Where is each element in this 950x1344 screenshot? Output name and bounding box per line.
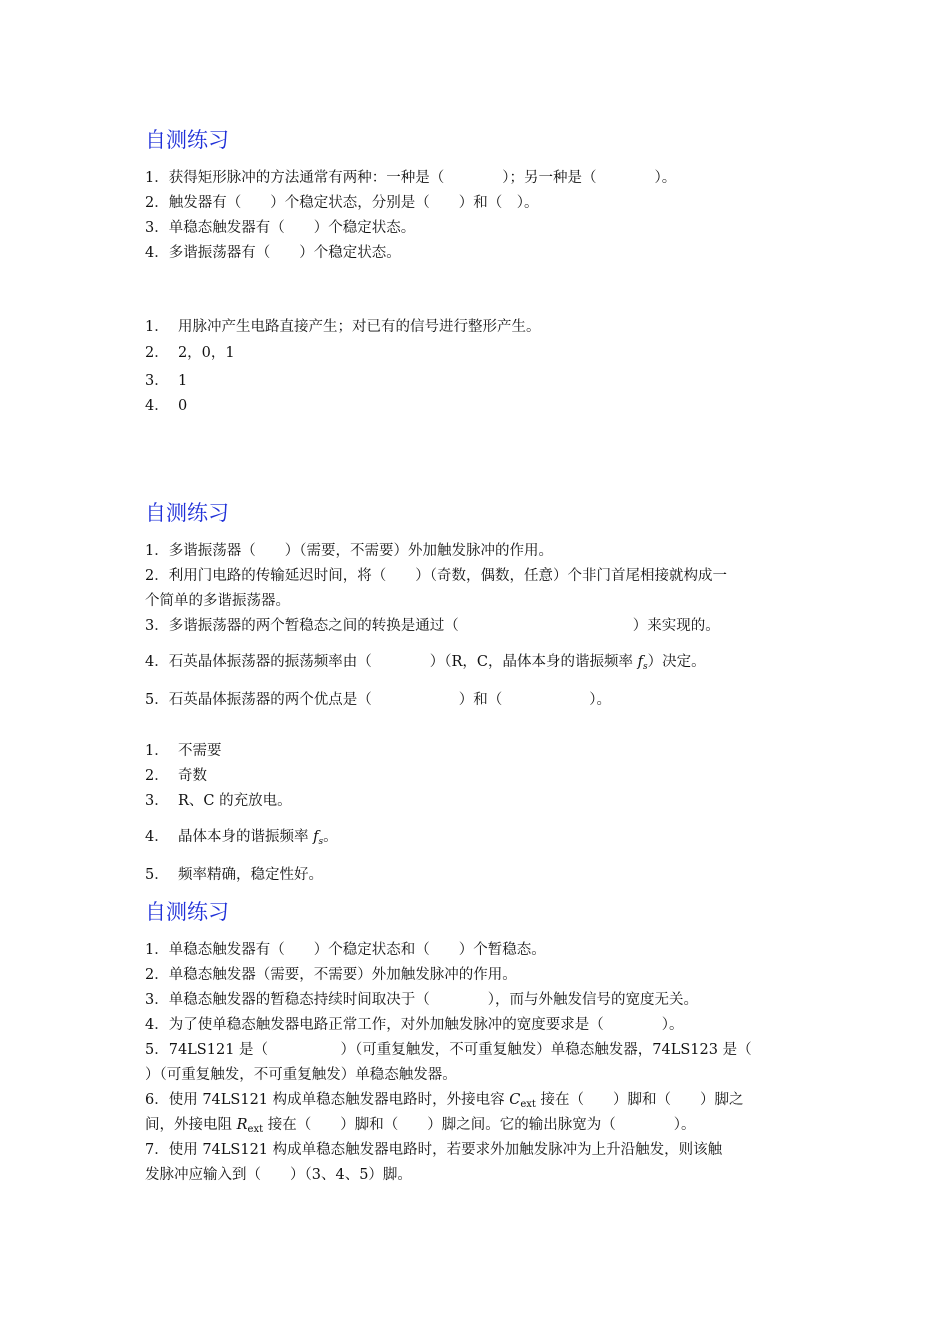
subscript: s [642,662,648,672]
text-segment: 。 [323,829,338,845]
question-line: 1．多谐振荡器（ ）（需要，不需要）外加触发脉冲的作用。 [145,543,553,559]
frequency-symbol: f [313,829,319,845]
frequency-symbol: f [637,654,643,670]
question-line: 3．单稳态触发器有（ ）个稳定状态。 [145,220,416,236]
question-line: 7．使用 74LS121 构成单稳态触发器电路时，若要求外加触发脉冲为上升沿触发，则该触 [145,1142,723,1158]
answer-line: 2． 奇数 [145,768,207,784]
text-segment: 间，外接电阻 [145,1117,237,1133]
subscript: ext [520,1099,536,1110]
answer-line: 4． 0 [145,398,188,414]
question-line: 3．多谐振荡器的两个暂稳态之间的转换是通过（ ）来实现的。 [145,618,720,634]
section-title: 自测练习 [145,900,229,924]
text-segment: 4．石英晶体振荡器的振荡频率由（ ）（R，C，晶体本身的谐振频率 [145,654,638,670]
text-segment: 6．使用 74LS121 构成单稳态触发器电路时，外接电容 [145,1092,510,1108]
question-line: 发脉冲应输入到（ ）（3、4、5）脚。 [145,1167,412,1183]
answer-line: 3． 1 [145,373,188,389]
answer-line: 5． 频率精确，稳定性好。 [145,867,323,883]
question-line: 2．单稳态触发器（需要，不需要）外加触发脉冲的作用。 [145,967,517,983]
question-line: 4．多谐振荡器有（ ）个稳定状态。 [145,245,401,261]
section-title: 自测练习 [145,501,229,525]
question-line [145,1090,744,1115]
text-segment: 接在（ ）脚和（ ）脚之 [535,1092,744,1108]
subscript: ext [247,1124,264,1135]
answer-line: 3． R、C 的充放电。 [145,793,292,809]
text-segment: 接在（ ）脚和（ ）脚之间。它的输出脉宽为（ ）。 [263,1117,696,1133]
text-segment: 4． 晶体本身的谐振频率 [145,829,314,845]
question-line: 2．触发器有（ ）个稳定状态，分别是（ ）和（ ）。 [145,195,539,211]
section-title: 自测练习 [145,128,229,152]
question-line: 1．单稳态触发器有（ ）个稳定状态和（ ）个暂稳态。 [145,942,546,958]
question-line: 4．为了使单稳态触发器电路正常工作，对外加触发脉冲的宽度要求是（ ）。 [145,1017,684,1033]
question-line: 1．获得矩形脉冲的方法通常有两种：一种是（ ）；另一种是（ ）。 [145,170,677,186]
answer-line: 1． 不需要 [145,743,222,759]
answer-line: 2． 2，0，1 [145,345,235,361]
question-line: 2．利用门电路的传输延迟时间，将（ ）（奇数，偶数，任意）个非门首尾相接就构成一 [145,568,727,584]
resistor-symbol: R [236,1117,248,1133]
answer-line: 1． 用脉冲产生电路直接产生；对已有的信号进行整形产生。 [145,319,541,335]
question-line: 5．石英晶体振荡器的两个优点是（ ）和（ ）。 [145,692,611,708]
question-line: 3．单稳态触发器的暂稳态持续时间取决于（ ），而与外触发信号的宽度无关。 [145,992,698,1008]
subscript: s [318,837,324,847]
question-line [145,652,706,677]
question-line: ）（可重复触发，不可重复触发）单稳态触发器。 [145,1067,457,1083]
question-line [145,1115,695,1140]
answer-line [145,827,338,852]
question-line: 个简单的多谐振荡器。 [145,593,290,609]
capacitor-symbol: C [509,1092,521,1108]
text-segment: ）决定。 [647,654,706,670]
question-line: 5．74LS121 是（ ）（可重复触发，不可重复触发）单稳态触发器，74LS123 是（ [145,1042,752,1058]
